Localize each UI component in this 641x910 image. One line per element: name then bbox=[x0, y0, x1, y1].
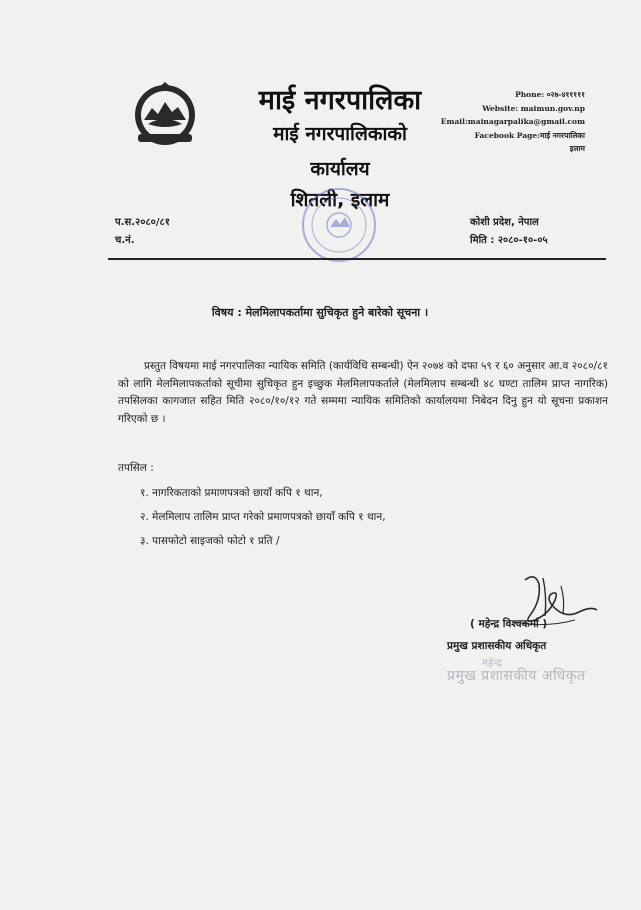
signatory-name: ( महेन्द्र विश्वकर्मा ) bbox=[470, 618, 548, 630]
contact-facebook: Facebook Page:माई नगरपालिका bbox=[474, 130, 585, 140]
letter-number: प.स.२०८०/८१ bbox=[115, 217, 170, 228]
province: कोशी प्रदेश, नेपाल bbox=[470, 217, 539, 228]
list-item: १. नागरिकताको प्रमाणपत्रको छायाँ कपि १ थान, bbox=[140, 487, 323, 499]
list-item: २. मेलमिलाप तालिम प्राप्त गरेको प्रमाणपत्रको छायाँ कपि १ थान, bbox=[140, 511, 386, 523]
stamp-title: प्रमुख प्रशासकीय अधिकृत bbox=[447, 668, 586, 684]
contact-website: Website: maimun.gov.np bbox=[482, 103, 585, 113]
municipality-title: माई नगरपालिका bbox=[258, 85, 422, 116]
nepal-emblem-icon bbox=[130, 78, 200, 148]
office-seal-stamp bbox=[300, 186, 378, 264]
contact-block bbox=[440, 88, 585, 156]
municipality-subtitle: माई नगरपालिकाको bbox=[273, 123, 407, 145]
details-label: तपसिल : bbox=[118, 462, 154, 474]
reference-right bbox=[470, 214, 548, 250]
notice-body: प्रस्तुत विषयमा माई नगरपालिका न्यायिक समिति (कार्यविधि सम्बन्धी) ऐन २०७४ को दफा ५९ र ६० अनुसार आ.व २०८०/८१ को लागि मेलमिलापकर्ताको सूचीमा सुचिकृत हुन इच्छुक मेलमिलापकर्ताले (मेलमिलाप सम्बन्धी ४८ घण्टा तालिम प्राप्त नागरिक) तपसिलका कागजात सहित मिति २०८०/१०/१२ गते सम्ममा न्यायिक समितिको कार्यालयमा निबेदन दिनु हुन यो सूचना प्रकाशन गरिएको छ । bbox=[118, 360, 608, 425]
notice-subject: विषय : मेलमिलापकर्तामा सुचिकृत हुने बारेको सूचना । bbox=[211, 306, 429, 319]
reference-left bbox=[115, 214, 170, 250]
signatory-title: प्रमुख प्रशासकीय अधिकृत bbox=[447, 640, 547, 652]
dispatch-number: च.नं. bbox=[115, 235, 135, 246]
contact-phone: Phone: ०२७-४१११११ bbox=[515, 90, 585, 99]
office-label: कार्यालय bbox=[310, 158, 370, 180]
stamp-name: महेन्द्र bbox=[482, 658, 502, 669]
header-divider bbox=[108, 258, 606, 260]
letter-date: मिति : २०८०-१०-०५ bbox=[470, 235, 548, 246]
office-location: शितली, इलाम bbox=[290, 189, 390, 211]
contact-email: Email:mainagarpalika@gmail.com bbox=[440, 117, 585, 126]
required-documents-list bbox=[140, 481, 386, 553]
list-item: ३. पासफोटो साइजको फोटो १ प्रति / bbox=[140, 535, 280, 547]
contact-facebook-place: इलाम bbox=[569, 144, 585, 153]
